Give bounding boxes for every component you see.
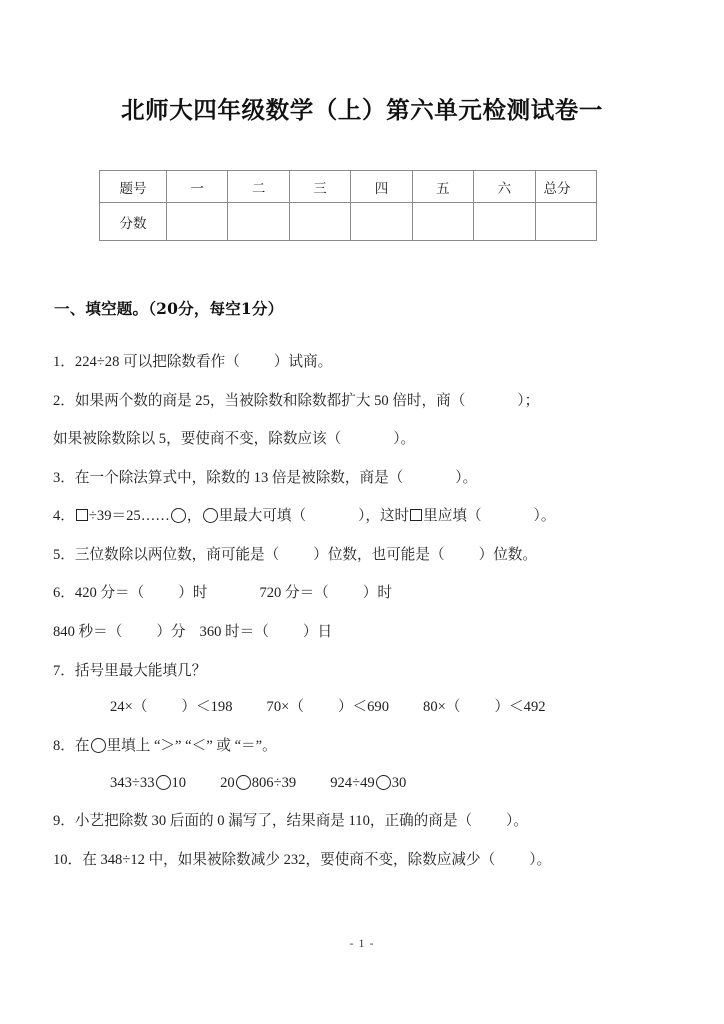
question-2-text-d: ）。 — [393, 431, 416, 447]
question-7-number: 7． — [53, 663, 75, 679]
page-number-footer: - 1 - — [349, 936, 375, 950]
table-row-score — [100, 203, 597, 241]
question-6-text-a: 420 分＝（ — [74, 585, 145, 601]
table-cell-col-3: 三 — [289, 171, 350, 203]
question-7-expr-2-a: 70×（ — [266, 699, 304, 715]
table-cell-score-3[interactable] — [289, 203, 350, 241]
question-6-text-e: 840 秒＝（ — [53, 624, 123, 640]
question-9-number: 9． — [53, 813, 75, 829]
table-cell-col-5: 五 — [412, 171, 473, 203]
question-7-prompt-text: 括号里最大能填几？ — [74, 663, 207, 679]
table-cell-score-4[interactable] — [351, 203, 412, 241]
circle-compare-blank-3[interactable] — [376, 775, 391, 790]
question-7-expr-1-a: 24×（ — [110, 699, 148, 715]
question-6-text-h: ）日 — [302, 624, 333, 640]
question-6-text-c: 720 分＝（ — [259, 585, 329, 601]
question-3-text: 在一个除法算式中，除数的 13 倍是被除数，商是（ — [74, 470, 404, 486]
table-cell-score-2[interactable] — [228, 203, 289, 241]
question-10-number: 10． — [53, 852, 83, 868]
question-6-text-f: ）分 — [156, 624, 186, 640]
question-8-prompt-text-b: 里填上 “＞” “＜” 或 “＝”。 — [106, 738, 277, 754]
question-5-text-b: ）位数，也可能是（ — [313, 547, 445, 563]
question-4-text-d: ），这时 — [358, 508, 410, 524]
question-2-line-2 — [53, 430, 415, 448]
question-6-number: 6． — [53, 585, 75, 601]
question-2-number: 2． — [53, 393, 75, 409]
question-6-text-b: ）时 — [178, 585, 208, 601]
question-7-expr-2-b: ）＜690 — [337, 699, 390, 715]
section-heading-fill-in-blanks: 一、填空题。（20分，每空1分） — [54, 299, 284, 318]
score-table-container — [99, 170, 597, 241]
question-4 — [53, 507, 555, 525]
question-8-expr-1-b: 10 — [171, 775, 187, 791]
question-5-text-c: ）位数。 — [478, 547, 537, 563]
table-cell-score-6[interactable] — [474, 203, 535, 241]
question-4-text-a: ÷39＝25…… — [88, 508, 170, 524]
table-cell-score-total[interactable] — [535, 203, 596, 241]
table-cell-col-6: 六 — [474, 171, 535, 203]
question-3 — [53, 469, 477, 487]
question-8-expr-1-a: 343÷33 — [110, 775, 155, 791]
question-2-text-c: 如果被除数除以 5，要使商不变，除数应该（ — [53, 431, 342, 447]
question-1-text: 224÷28 可以把除数看作（ — [74, 354, 240, 370]
question-7-expr-3-a: 80×（ — [423, 699, 461, 715]
question-4-text-c: 里最大可填（ — [218, 508, 307, 524]
question-7-prompt — [53, 662, 206, 680]
table-row-header — [100, 171, 597, 203]
question-6-line-2 — [53, 623, 332, 641]
question-3-number: 3． — [53, 470, 75, 486]
question-2-text-b: ）； — [517, 393, 540, 409]
question-8-prompt-text-a: 在 — [74, 738, 90, 754]
question-7-expr-1-b: ）＜198 — [181, 699, 233, 715]
question-8-expr-2-b: 806÷39 — [251, 775, 297, 791]
table-cell-col-total: 总分 — [535, 171, 596, 203]
table-cell-col-2: 二 — [228, 171, 289, 203]
question-4-text-f: ）。 — [533, 508, 556, 524]
table-cell-score-1[interactable] — [167, 203, 228, 241]
question-8-expr-3-b: 30 — [391, 775, 407, 791]
question-4-text-e: 里应填（ — [423, 508, 482, 524]
circle-blank-icon — [171, 508, 186, 523]
question-2-line-1 — [53, 392, 539, 410]
question-7-expr-3-b: ）＜492 — [494, 699, 546, 715]
question-5-text-a: 三位数除以两位数，商可能是（ — [74, 547, 280, 563]
question-9-text: 小艺把除数 30 后面的 0 漏写了，结果商是 110，正确的商是（ — [74, 813, 473, 829]
table-cell-col-4: 四 — [351, 171, 412, 203]
question-9-tail: ）。 — [506, 813, 528, 829]
question-5-number: 5． — [53, 547, 75, 563]
table-cell-row-label-question: 题号 — [100, 171, 167, 203]
square-box-icon-2 — [410, 509, 422, 521]
question-6-line-1 — [53, 584, 392, 602]
question-8-expr-2-a: 20 — [220, 775, 235, 791]
question-4-text-b: ， — [186, 508, 202, 524]
question-6-text-g: 360 时＝（ — [199, 624, 269, 640]
circle-compare-blank-2[interactable] — [236, 775, 251, 790]
score-table — [99, 170, 597, 241]
question-1-tail: ）试商。 — [273, 354, 333, 370]
table-cell-row-label-score: 分数 — [100, 203, 167, 241]
question-8-expressions — [110, 774, 406, 792]
table-cell-score-5[interactable] — [412, 203, 473, 241]
question-8-prompt — [53, 737, 277, 755]
circle-blank-icon-3 — [91, 738, 106, 753]
question-8-number: 8． — [53, 738, 75, 754]
circle-compare-blank-1[interactable] — [156, 775, 171, 790]
question-5 — [53, 546, 537, 564]
question-10-tail: ）。 — [529, 852, 552, 868]
question-4-number: 4． — [53, 508, 75, 524]
question-1-number: 1． — [53, 354, 75, 370]
circle-blank-icon-2 — [203, 508, 218, 523]
question-2-text-a: 如果两个数的商是 25，当被除数和除数都扩大 50 倍时，商（ — [74, 393, 466, 409]
question-9 — [53, 812, 528, 830]
question-8-expr-3-a: 924÷49 — [330, 775, 375, 791]
question-7-expressions — [110, 698, 546, 716]
question-6-text-d: ）时 — [362, 585, 392, 601]
page-title: 北师大四年级数学（上）第六单元检测试卷一 — [121, 96, 603, 124]
question-10-text: 在 348÷12 中，如果被除数减少 232，要使商不变，除数应减少（ — [82, 852, 496, 868]
square-box-icon — [76, 509, 88, 521]
question-10 — [53, 851, 551, 869]
question-3-tail: ）。 — [455, 470, 478, 486]
question-1 — [53, 353, 332, 371]
table-cell-col-1: 一 — [167, 171, 228, 203]
